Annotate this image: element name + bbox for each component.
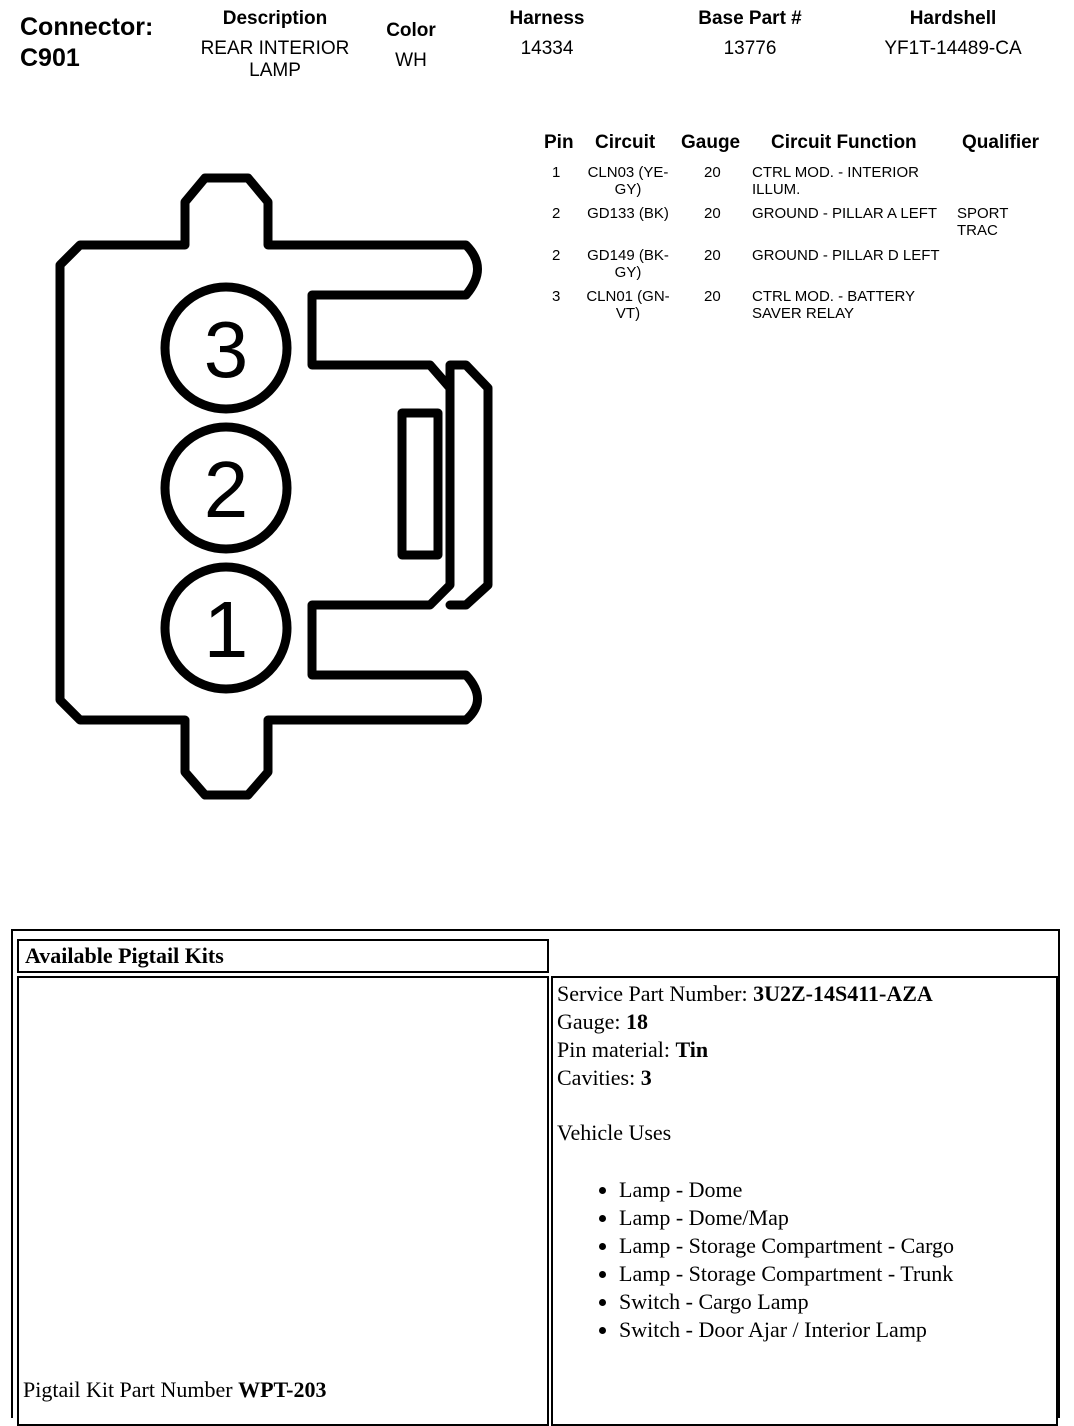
- connector-id: C901: [20, 44, 80, 72]
- table-cell-pin: 2: [552, 247, 561, 264]
- table-cell-gauge: 20: [704, 164, 721, 181]
- pin-header: Pin: [544, 132, 574, 153]
- table-cell-circuit: CLN03 (YE-GY): [587, 164, 669, 198]
- gauge-header: Gauge: [681, 132, 741, 153]
- circuit-header: Circuit: [595, 132, 656, 153]
- table-cell-pin: 3: [552, 288, 561, 305]
- table-cell-gauge: 20: [704, 205, 721, 222]
- connector-heading: [20, 12, 153, 74]
- table-cell-pin: 2: [552, 205, 561, 222]
- description-value: REAR INTERIOR LAMP: [200, 38, 350, 81]
- pin-label-3: 3: [203, 305, 249, 394]
- table-cell-circuit: GD133 (BK): [587, 205, 669, 222]
- harness-column: [485, 8, 609, 60]
- table-cell-gauge: 20: [704, 288, 721, 305]
- list-item: • Switch - Door Ajar / Interior Lamp: [619, 1316, 954, 1344]
- pigtail-details-box: [551, 976, 1058, 1426]
- pigtail-image-box: [17, 976, 549, 1426]
- list-item: • Lamp - Dome: [619, 1176, 954, 1204]
- list-item: • Lamp - Storage Compartment - Trunk: [619, 1260, 954, 1288]
- connector-housing-outline: [60, 178, 478, 795]
- connector-latch: [450, 365, 488, 605]
- list-item: • Switch - Cargo Lamp: [619, 1288, 954, 1316]
- description-label: Description: [222, 8, 328, 29]
- base-part-value: 13776: [723, 38, 777, 59]
- hardshell-column: [862, 8, 1044, 60]
- table-cell-function: CTRL MOD. - INTERIOR ILLUM.: [752, 164, 919, 198]
- pin-label-2: 2: [203, 445, 249, 534]
- pigtail-title: Available Pigtail Kits: [25, 943, 224, 968]
- service-part-value: 3U2Z-14S411-AZA: [753, 981, 933, 1006]
- list-item: • Lamp - Dome/Map: [619, 1204, 954, 1232]
- pigtail-gauge-label: Gauge:: [557, 1009, 627, 1034]
- base-part-label: Base Part #: [698, 8, 802, 29]
- pin-material-value: Tin: [675, 1037, 709, 1062]
- pigtail-gauge-value: 18: [626, 1009, 649, 1034]
- connector-latch-slot: [402, 413, 438, 555]
- pigtail-title-box: [17, 939, 549, 973]
- pigtail-gauge: [557, 1008, 954, 1036]
- harness-label: Harness: [509, 8, 585, 29]
- pigtail-kits-panel: [11, 929, 1060, 1418]
- cavities-value: 3: [640, 1065, 652, 1090]
- hardshell-value: YF1T-14489-CA: [884, 38, 1022, 59]
- table-cell-pin: 1: [552, 164, 561, 181]
- cavities-label: Cavities:: [557, 1065, 641, 1090]
- service-part-number: [557, 980, 954, 1008]
- qualifier-header: Qualifier: [962, 132, 1040, 153]
- table-cell-circuit: CLN01 (GN-VT): [586, 288, 670, 322]
- pigtail-kit-part-number: [23, 1376, 327, 1404]
- table-cell-function: CTRL MOD. - BATTERY SAVER RELAY: [752, 288, 915, 322]
- list-item: • Lamp - Storage Compartment - Cargo: [619, 1232, 954, 1260]
- base-part-column: [680, 8, 820, 60]
- table-cell-gauge: 20: [704, 247, 721, 264]
- vehicle-uses-list: [557, 1176, 954, 1344]
- service-part-label: Service Part Number:: [557, 981, 754, 1006]
- color-value: WH: [395, 50, 427, 71]
- description-column: [182, 8, 368, 82]
- table-cell-circuit: GD149 (BK-GY): [587, 247, 669, 281]
- table-cell-function: GROUND - PILLAR D LEFT: [752, 247, 940, 264]
- connector-label: Connector:: [20, 13, 154, 41]
- harness-value: 14334: [520, 38, 574, 59]
- circuit-function-header: Circuit Function: [771, 132, 917, 153]
- color-column: [370, 20, 452, 72]
- hardshell-label: Hardshell: [909, 8, 997, 29]
- pin-material-label: Pin material:: [557, 1037, 676, 1062]
- vehicle-uses-label: Vehicle Uses: [557, 1120, 672, 1145]
- table-cell-qualifier: SPORT TRAC: [957, 205, 1009, 239]
- pin-material: [557, 1036, 954, 1064]
- color-label: Color: [386, 20, 436, 41]
- cavities: [557, 1064, 954, 1092]
- pin-label-1: 1: [203, 585, 249, 674]
- pigtail-kit-label: Pigtail Kit Part Number: [23, 1377, 239, 1402]
- connector-face-diagram: [40, 160, 510, 820]
- table-cell-function: GROUND - PILLAR A LEFT: [752, 205, 938, 222]
- pigtail-kit-value: WPT-203: [238, 1377, 327, 1402]
